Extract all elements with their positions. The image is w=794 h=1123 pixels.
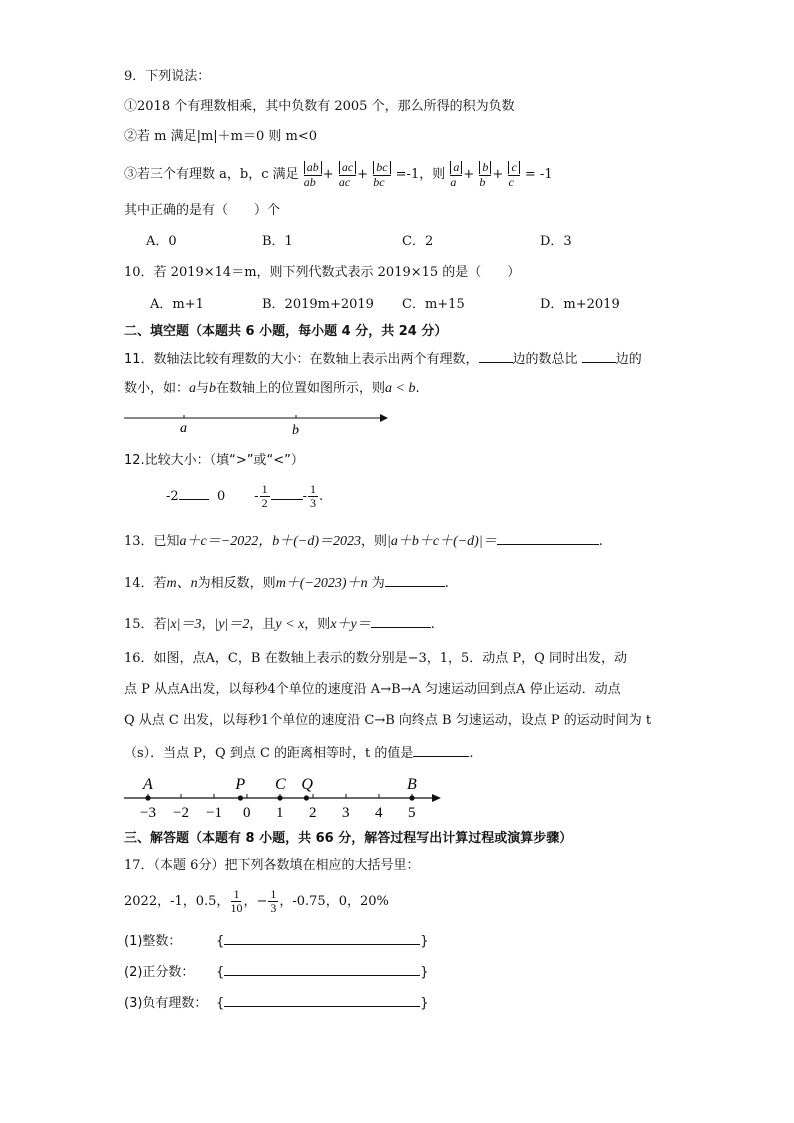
fraction-one-half: $\frac{1}{2}$ xyxy=(261,482,268,510)
plus-sign: + xyxy=(463,167,475,182)
q11-line-1: 11．数轴法比较有理数的大小：在数轴上表示出两个有理数， 边的数总比 边的 xyxy=(124,349,642,369)
q15-blank[interactable] xyxy=(371,614,431,628)
plus-sign: + xyxy=(322,167,334,182)
point-c-label: C xyxy=(275,776,286,793)
q12-blank-1[interactable] xyxy=(179,486,209,500)
q11-number-line xyxy=(124,408,388,438)
q10-option-c[interactable]: C．m+15 xyxy=(402,297,465,312)
q9-s3-mid: =-1，则 xyxy=(395,167,446,182)
fraction-one-tenth: $\frac{1}{10}$ xyxy=(230,887,243,915)
q10-option-a[interactable]: A．m+1 xyxy=(150,297,204,312)
q14: 14．若m、n为相反数，则m＋(−2023)＋n 为 . xyxy=(124,573,449,593)
q11-blank-2[interactable] xyxy=(582,349,616,363)
q17-numbers: 2022，-1，0.5， $\frac{1}{10}$ ，− $\frac{1}{3}$ ，-0.75，0，20% xyxy=(124,887,389,915)
q10-stem: 10．若 2019×14＝m，则下列代数式表示 2019×15 的是（ ） xyxy=(124,265,521,280)
q11-line-2: 数小，如：a与b在数轴上的位置如图所示，则a < b. xyxy=(124,381,420,396)
q9-s3-end: = -1 xyxy=(524,167,553,182)
axis-tick-label: −3 xyxy=(140,805,156,821)
fraction-abs-b: $\frac{b}{b}$ xyxy=(479,161,491,189)
axis-tick-label: −2 xyxy=(173,805,189,821)
fraction-abs-c: $\frac{c}{c}$ xyxy=(508,161,519,189)
q12-title: 12.比较大小：（填“>”或“<”） xyxy=(124,453,304,468)
point-q-label: Q xyxy=(301,776,313,793)
q9-s3-pre: ③若三个有理数 a，b，c 满足 xyxy=(124,167,299,182)
fraction-abs-ab: $\frac{ab}{ab}$ xyxy=(304,161,322,189)
q15: 15．若|x|＝3，|y|＝2，且y < x，则x＋y＝ . xyxy=(124,614,435,634)
q9-option-d[interactable]: D．3 xyxy=(540,234,572,249)
q9-statement-1: ①2018 个有理数相乘，其中负数有 2005 个，那么所得的积为负数 xyxy=(124,99,515,114)
q9-statement-3 xyxy=(124,158,553,192)
q16-line-2: 点 P 从点A出发，以每秒4个单位的速度沿 A→B→A 匀速运动回到点A 停止运动．动点 xyxy=(124,682,621,697)
fraction-abs-ac: $\frac{ac}{ac}$ xyxy=(339,161,356,189)
axis-label-a: a xyxy=(180,421,187,436)
point-c-dot xyxy=(277,795,282,800)
point-q-dot xyxy=(304,795,309,800)
point-b-label: B xyxy=(407,776,417,793)
fraction-abs-bc: $\frac{bc}{bc}$ xyxy=(373,161,390,189)
axis-tick-label: 1 xyxy=(276,805,284,821)
q10-option-b[interactable]: B．2019m+2019 xyxy=(262,297,374,312)
q9-question: 其中正确的是有（ ）个 xyxy=(124,203,281,218)
q9-option-b[interactable]: B．1 xyxy=(262,234,293,249)
q14-blank[interactable] xyxy=(385,573,445,587)
section-3-heading: 三、解答题（本题有 8 小题，共 66 分，解答过程写出计算过程或演算步骤） xyxy=(124,831,573,846)
fraction-neg-one-third: $\frac{1}{3}$ xyxy=(270,887,277,915)
q17-stem: 17．（本题 6分）把下列各数填在相应的大括号里： xyxy=(124,858,420,873)
q16-blank[interactable] xyxy=(413,743,469,757)
axis-tick-label: 0 xyxy=(243,805,251,821)
q17-integers-field[interactable] xyxy=(224,931,420,945)
axis-tick-label: −1 xyxy=(206,805,222,821)
fraction-one-third: $\frac{1}{3}$ xyxy=(309,482,316,510)
point-p-dot xyxy=(238,795,243,800)
q11-blank-1[interactable] xyxy=(479,349,513,363)
plus-sign: + xyxy=(357,167,369,182)
axis-tick-label: 2 xyxy=(309,805,317,821)
point-a-dot xyxy=(145,795,150,800)
q17-row-negative-rationals: (3)负有理数： { } xyxy=(124,993,429,1013)
fraction-abs-a: $\frac{a}{a}$ xyxy=(450,161,462,189)
q16-line-1: 16．如图，点A，C，B 在数轴上表示的数分别是−3，1，5．动点 P，Q 同时出发，动 xyxy=(124,651,627,666)
point-p-label: P xyxy=(235,776,246,793)
q16-line-3: Q 从点 C 出发，以每秒1个单位的速度沿 C→B 向终点 B 匀速运动，设点 P 的运动时间为 t xyxy=(124,713,652,728)
q9-title: 9．下列说法： xyxy=(124,69,211,84)
q13-blank[interactable] xyxy=(497,531,599,545)
q13: 13．已知a＋c＝−2022，b＋(−d)＝2023，则|a＋b＋c＋(−d)|＝ . xyxy=(124,531,603,551)
axis-tick-label: 4 xyxy=(375,805,383,821)
q17-positive-fractions-field[interactable] xyxy=(224,962,420,976)
q12-blank-2[interactable] xyxy=(271,486,303,500)
section-2-heading: 二、填空题（本题共 6 小题，每小题 4 分，共 24 分） xyxy=(124,324,448,339)
q16-number-line xyxy=(124,772,444,824)
axis-tick-label: 5 xyxy=(408,805,416,821)
q17-row-positive-fractions: (2)正分数： { } xyxy=(124,962,429,982)
axis-tick-label: 3 xyxy=(342,805,350,821)
point-a-label: A xyxy=(143,776,153,793)
axis-label-b: b xyxy=(292,423,299,438)
q17-row-integers: (1)整数： { } xyxy=(124,931,429,951)
q10-option-d[interactable]: D．m+2019 xyxy=(540,297,620,312)
point-b-dot xyxy=(409,795,414,800)
q9-option-a[interactable]: A．0 xyxy=(146,234,177,249)
q9-option-c[interactable]: C．2 xyxy=(402,234,434,249)
q12-items: -2 0 - $\frac{1}{2}$ - $\frac{1}{3}$ . xyxy=(166,482,324,510)
plus-sign: + xyxy=(492,167,504,182)
q9-statement-2: ②若 m 满足|m|＋m＝0 则 m<0 xyxy=(124,129,318,144)
q16-line-4: （s）．当点 P，Q 到点 C 的距离相等时，t 的值是 . xyxy=(124,743,474,763)
q17-negative-rationals-field[interactable] xyxy=(224,993,420,1007)
